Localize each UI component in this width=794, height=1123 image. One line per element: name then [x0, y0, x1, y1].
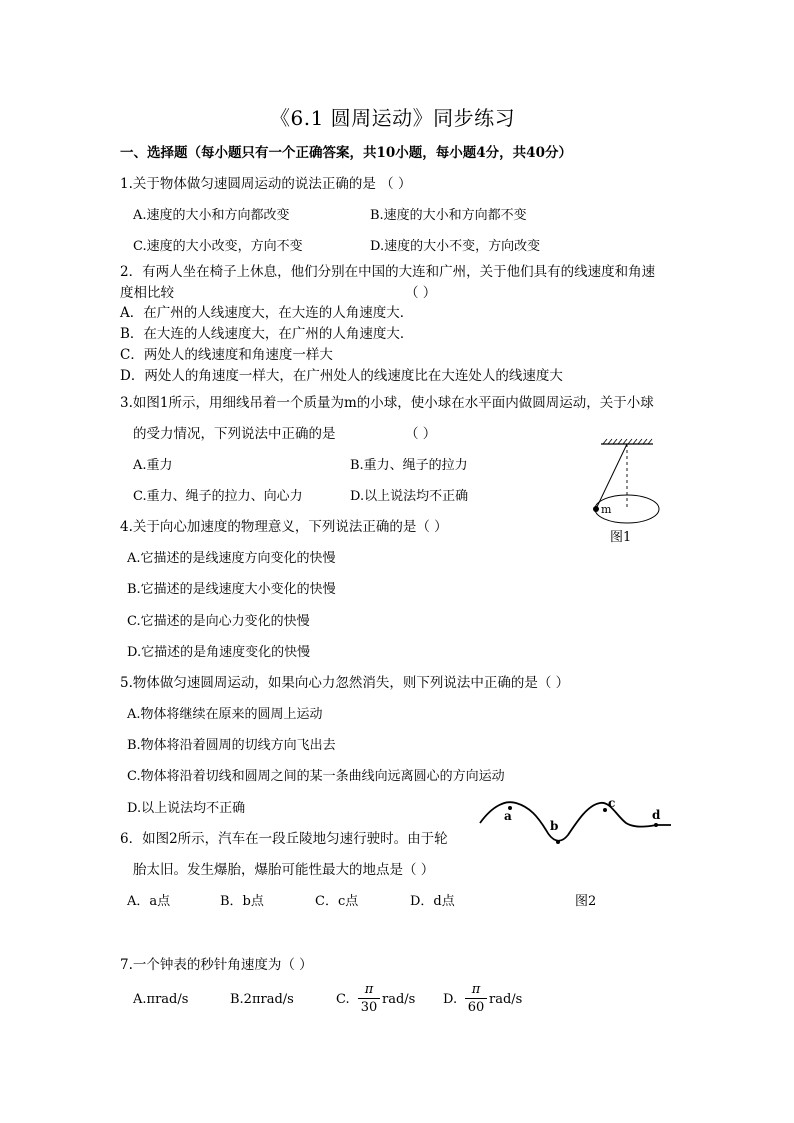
point-c-label: c — [608, 796, 616, 810]
question-7-option-b: B.2πrad/s — [230, 992, 294, 1007]
point-c-dot — [603, 808, 607, 812]
question-5-stem: 5.物体做匀速圆周运动，如果向心力忽然消失，则下列说法中正确的是（ ） — [120, 675, 570, 691]
question-6-option-a: A．a点 — [127, 894, 171, 909]
question-2-stem-line1: 2．有两人坐在椅子上休息，他们分别在中国的大连和广州，关于他们具有的线速度和角速 — [120, 264, 656, 280]
question-2-bracket: （ ） — [405, 285, 437, 301]
point-d-label: d — [652, 808, 661, 822]
question-3-option-c: C.重力、绳子的拉力、向心力 — [133, 489, 303, 504]
question-4-stem: 4.关于向心加速度的物理意义，下列说法正确的是（ ） — [120, 519, 448, 535]
fraction-d-numerator: π — [471, 982, 481, 997]
fraction-c-numerator: π — [364, 982, 374, 997]
question-1-option-a: A.速度的大小和方向都改变 — [133, 208, 290, 223]
question-3-stem-line1: 3.如图1所示，用细线吊着一个质量为m的小球，使小球在水平面内做圆周运动，关于小球 — [120, 395, 654, 411]
figure-1-conical-pendulum — [585, 436, 665, 536]
point-d-dot — [654, 823, 658, 827]
question-7-option-c: C. — [336, 992, 350, 1007]
ceiling-hatching — [603, 439, 652, 444]
question-2-stem-line2: 度相比较 — [120, 285, 174, 301]
question-1-option-d: D.速度的大小不变，方向改变 — [370, 239, 541, 254]
question-4-option-c: C.它描述的是向心力变化的快慢 — [127, 614, 310, 629]
figure-1-label: 图1 — [610, 530, 632, 545]
question-5-option-b: B.物体将沿着圆周的切线方向飞出去 — [127, 738, 336, 753]
question-3-option-b: B.重力、绳子的拉力 — [350, 458, 468, 473]
question-3-bracket: （ ） — [405, 426, 437, 442]
fraction-d-denominator: 60 — [467, 1000, 485, 1015]
section-heading: 一、选择题（每小题只有一个正确答案，共10小题，每小题4分，共40分） — [120, 145, 572, 161]
question-6-option-b: B．b点 — [220, 894, 264, 909]
mass-label: m — [601, 503, 612, 516]
point-b-dot — [556, 840, 560, 844]
question-5-option-c: C.物体将沿着切线和圆周之间的某一条曲线向远离圆心的方向运动 — [127, 769, 505, 784]
question-7-stem: 7.一个钟表的秒针角速度为（ ） — [120, 957, 313, 973]
string-line — [596, 444, 627, 509]
point-a-label: a — [504, 809, 512, 823]
question-2-option-b: B．在大连的人线速度大，在广州的人角速度大． — [120, 326, 414, 342]
question-7-option-d-unit: rad/s — [489, 992, 523, 1007]
figure-2-hilly-road — [478, 795, 674, 850]
question-1-stem: 1.关于物体做匀速圆周运动的说法正确的是 （ ） — [120, 176, 412, 192]
question-1-option-b: B.速度的大小和方向都不变 — [370, 208, 527, 223]
question-6-option-c: C．c点 — [315, 894, 359, 909]
question-6-stem-line1: 6．如图2所示，汽车在一段丘陵地匀速行驶时。由于轮 — [120, 831, 448, 847]
question-1-option-c: C.速度的大小改变，方向不变 — [133, 239, 303, 254]
ball — [593, 506, 599, 512]
figure-2-label: 图2 — [575, 894, 597, 909]
fraction-c-denominator: 30 — [360, 1000, 378, 1015]
point-b-label: b — [550, 819, 559, 833]
question-7-option-d: D. — [443, 992, 458, 1007]
question-7-option-c-unit: rad/s — [382, 992, 416, 1007]
question-6-stem-line2: 胎太旧。发生爆胎，爆胎可能性最大的地点是（ ） — [133, 862, 435, 878]
page-title: 《6.1 圆周运动》同步练习 — [270, 106, 516, 130]
question-7-option-a: A.πrad/s — [133, 992, 189, 1007]
question-3-stem-line2: 的受力情况，下列说法中正确的是 — [133, 426, 336, 442]
question-3-option-d: D.以上说法均不正确 — [350, 489, 469, 504]
question-5-option-d: D.以上说法均不正确 — [127, 801, 246, 816]
question-7-fraction-c — [358, 983, 380, 1014]
question-3-option-a: A.重力 — [133, 458, 173, 473]
question-4-option-b: B.它描述的是线速度大小变化的快慢 — [127, 582, 336, 597]
question-7-fraction-d — [465, 983, 487, 1014]
question-2-option-a: A．在广州的人线速度大，在大连的人角速度大． — [120, 305, 414, 321]
question-6-option-d: D．d点 — [410, 894, 455, 909]
question-2-option-c: C．两处人的线速度和角速度一样大 — [120, 347, 333, 363]
question-5-option-a: A.物体将继续在原来的圆周上运动 — [127, 707, 323, 722]
question-4-option-d: D.它描述的是角速度变化的快慢 — [127, 645, 311, 660]
question-2-option-d: D．两处人的角速度一样大，在广州处人的线速度比在大连处人的线速度大 — [120, 368, 563, 384]
question-4-option-a: A.它描述的是线速度方向变化的快慢 — [127, 551, 336, 566]
